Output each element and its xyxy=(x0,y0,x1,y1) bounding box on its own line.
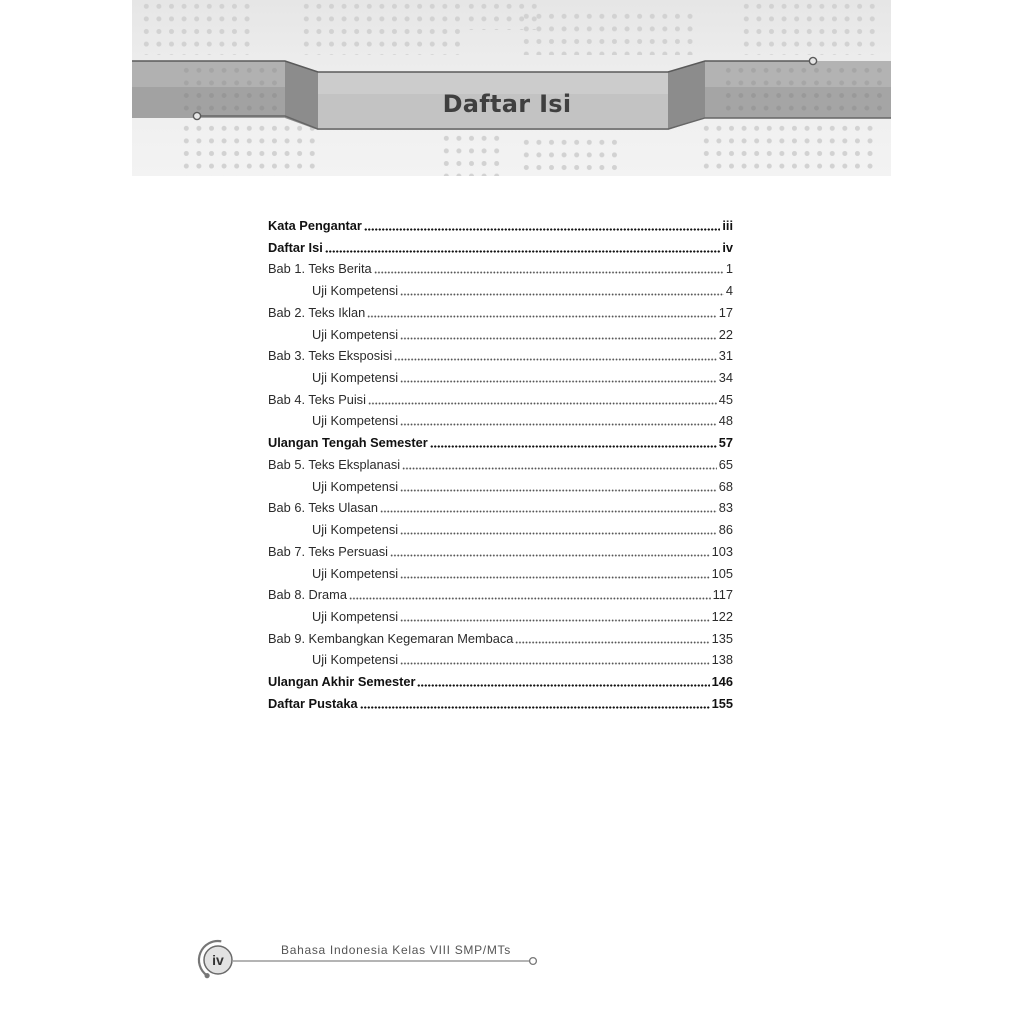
toc-entry-title: Uji Kompetensi xyxy=(312,608,399,624)
toc-entry-page: 34 xyxy=(718,370,733,386)
toc-entry-bab-4 xyxy=(268,389,733,411)
toc-entry-page: 83 xyxy=(718,500,733,516)
toc-entry-page: 86 xyxy=(718,522,733,538)
toc-entry-title: Uji Kompetensi xyxy=(312,413,399,429)
toc-entry-page: 1 xyxy=(725,261,733,277)
dot-leader xyxy=(400,280,724,302)
toc-entry-title: Uji Kompetensi xyxy=(312,478,399,494)
toc-entry-bab-1 xyxy=(268,258,733,280)
dot-leader xyxy=(400,519,717,541)
toc-entry-ulangan-tengah-semester xyxy=(268,432,733,454)
toc-entry-bab-8 xyxy=(268,584,733,606)
toc-entry-page: iii xyxy=(722,218,733,233)
dot-leader xyxy=(349,584,711,606)
dot-leader xyxy=(400,410,717,432)
toc-entry-page: 22 xyxy=(718,326,733,342)
dot-leader xyxy=(430,432,717,454)
footer-graphic xyxy=(190,930,550,990)
toc-entry-bab-2-uji-kompetensi xyxy=(268,324,733,346)
toc-entry-title: Daftar Isi xyxy=(268,239,323,255)
toc-entry-bab-3-uji-kompetensi xyxy=(268,367,733,389)
toc-entry-title: Bab 9. Kembangkan Kegemaran Membaca xyxy=(268,630,514,646)
toc-entry-title: Bab 3. Teks Eksposisi xyxy=(268,348,393,364)
dot-leader xyxy=(374,258,724,280)
book-title: Bahasa Indonesia Kelas VIII SMP/MTs xyxy=(281,943,511,957)
banner-bevel-left xyxy=(285,61,318,130)
toc-entry-bab-9-uji-kompetensi xyxy=(268,649,733,671)
dot-leader xyxy=(368,389,717,411)
dot-leader xyxy=(515,628,709,650)
toc-entry-title: Uji Kompetensi xyxy=(312,326,399,342)
page-title: Daftar Isi xyxy=(442,90,572,118)
toc-entry-page: 122 xyxy=(711,608,733,624)
toc-entry-page: 68 xyxy=(718,478,733,494)
toc-entry-bab-7-uji-kompetensi xyxy=(268,563,733,585)
toc-entry-page: 31 xyxy=(718,348,733,364)
toc-entry-title: Ulangan Akhir Semester xyxy=(268,674,416,690)
toc-entry-page: 138 xyxy=(711,652,733,668)
toc-entry-page: 65 xyxy=(718,456,733,472)
toc-entry-bab-6-uji-kompetensi xyxy=(268,519,733,541)
toc-entry-page: 17 xyxy=(718,304,733,320)
page-badge-ring-dot xyxy=(205,973,210,978)
toc-entry-page: iv xyxy=(722,239,733,255)
dot-leader xyxy=(360,693,710,715)
dot-leader xyxy=(400,476,717,498)
toc-entry-title: Bab 7. Teks Persuasi xyxy=(268,543,388,559)
dot-leader xyxy=(400,606,710,628)
dot-leader xyxy=(400,563,710,585)
dot-leader xyxy=(325,237,721,259)
toc-entry-title: Uji Kompetensi xyxy=(312,565,399,581)
toc-entry-page: 117 xyxy=(712,587,733,603)
footer-rule-node xyxy=(530,958,537,965)
dot-leader xyxy=(367,302,717,324)
toc-entry-bab-5 xyxy=(268,454,733,476)
page-number: iv xyxy=(212,952,224,968)
toc-entry-title: Uji Kompetensi xyxy=(312,652,399,668)
toc-entry-kata-pengantar xyxy=(268,215,733,237)
toc-entry-page: 103 xyxy=(711,543,733,559)
dot-leader xyxy=(402,454,717,476)
toc-entry-title: Bab 8. Drama xyxy=(268,587,347,603)
toc-entry-bab-3 xyxy=(268,345,733,367)
band-dot-pattern xyxy=(180,64,280,114)
toc-entry-bab-2 xyxy=(268,302,733,324)
toc-entry-bab-1-uji-kompetensi xyxy=(268,280,733,302)
toc-entry-title: Daftar Pustaka xyxy=(268,695,358,711)
table-of-contents xyxy=(268,215,733,715)
toc-entry-title: Uji Kompetensi xyxy=(312,283,399,299)
toc-entry-title: Uji Kompetensi xyxy=(312,370,399,386)
dot-leader xyxy=(400,649,710,671)
dot-leader xyxy=(394,345,717,367)
toc-entry-page: 146 xyxy=(711,674,733,690)
toc-entry-bab-5-uji-kompetensi xyxy=(268,476,733,498)
toc-entry-daftar-isi xyxy=(268,237,733,259)
toc-entry-bab-8-uji-kompetensi xyxy=(268,606,733,628)
dot-leader xyxy=(364,215,720,237)
toc-entry-title: Bab 4. Teks Puisi xyxy=(268,391,366,407)
toc-entry-page: 135 xyxy=(711,630,733,646)
toc-entry-bab-9 xyxy=(268,628,733,650)
toc-entry-title: Bab 1. Teks Berita xyxy=(268,261,372,277)
toc-entry-page: 4 xyxy=(725,283,733,299)
toc-entry-bab-4-uji-kompetensi xyxy=(268,410,733,432)
toc-entry-page: 45 xyxy=(718,391,733,407)
dot-leader xyxy=(380,497,717,519)
toc-entry-page: 57 xyxy=(718,435,733,451)
band-dot-pattern xyxy=(722,64,882,114)
toc-entry-bab-6 xyxy=(268,497,733,519)
toc-entry-page: 48 xyxy=(718,413,733,429)
header-banner xyxy=(132,0,891,176)
toc-entry-title: Bab 5. Teks Eksplanasi xyxy=(268,456,401,472)
toc-entry-title: Ulangan Tengah Semester xyxy=(268,435,428,451)
toc-entry-bab-7 xyxy=(268,541,733,563)
toc-entry-title: Uji Kompetensi xyxy=(312,522,399,538)
toc-entry-title: Kata Pengantar xyxy=(268,218,362,233)
dot-leader xyxy=(400,367,717,389)
toc-entry-daftar-pustaka xyxy=(268,693,733,715)
toc-entry-title: Bab 2. Teks Iklan xyxy=(268,304,366,320)
toc-entry-title: Bab 6. Teks Ulasan xyxy=(268,500,379,516)
toc-entry-page: 105 xyxy=(711,565,733,581)
dot-leader xyxy=(390,541,710,563)
dot-leader xyxy=(400,324,717,346)
dot-leader xyxy=(417,671,709,693)
toc-entry-page: 155 xyxy=(711,695,733,711)
toc-entry-ulangan-akhir-semester xyxy=(268,671,733,693)
